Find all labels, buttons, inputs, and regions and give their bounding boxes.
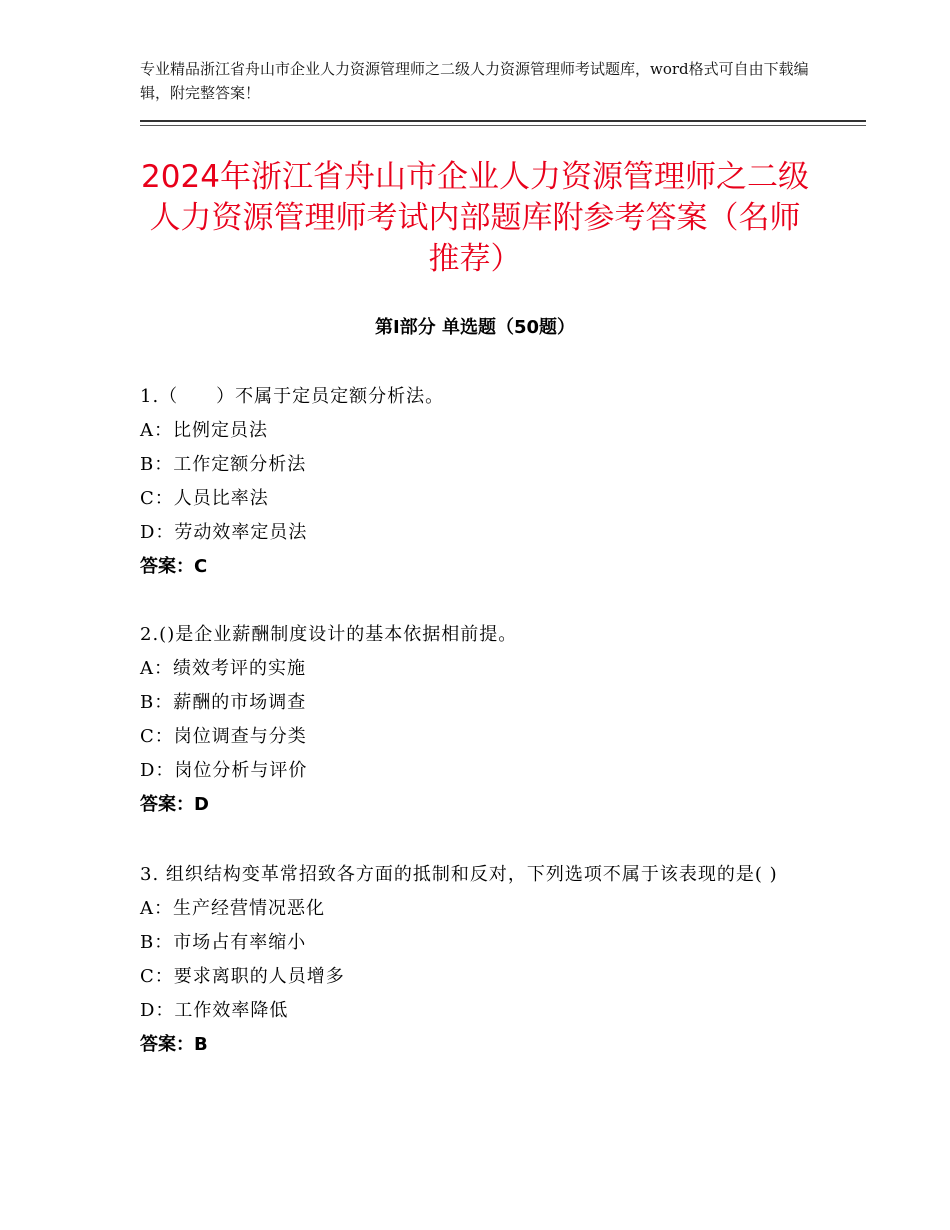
- answer-value: D: [194, 794, 209, 815]
- answer-value: C: [194, 556, 208, 577]
- answer-line: [140, 788, 820, 822]
- option-c: C：人员比率法: [140, 488, 269, 509]
- option-c: C：要求离职的人员增多: [140, 966, 345, 987]
- option-b: B：市场占有率缩小: [140, 932, 307, 953]
- option-b: B：工作定额分析法: [140, 454, 307, 475]
- answer-value: B: [194, 1034, 208, 1055]
- header-note: 专业精品浙江省舟山市企业人力资源管理师之二级人力资源管理师考试题库，word格式可自由下载编辑，附完整答案！: [140, 60, 809, 102]
- option-d: D：岗位分析与评价: [140, 760, 308, 781]
- question-stem: 1.（ ）不属于定员定额分析法。: [140, 386, 445, 407]
- answer-line: [140, 550, 820, 584]
- option-a: A：生产经营情况恶化: [140, 898, 325, 919]
- section-heading: 第Ⅰ部分 单选题（50题）: [374, 317, 575, 338]
- option-b: B：薪酬的市场调查: [140, 692, 307, 713]
- question-stem: 2.()是企业薪酬制度设计的基本依据相前提。: [140, 624, 518, 645]
- option-c: C：岗位调查与分类: [140, 726, 307, 747]
- question-1: [140, 380, 820, 584]
- document-title: 2024年浙江省舟山市企业人力资源管理师之二级人力资源管理师考试内部题库附参考答案（名师推荐）: [141, 159, 809, 277]
- question-2: [140, 618, 820, 822]
- option-a: A：绩效考评的实施: [140, 658, 306, 679]
- answer-label: 答案：: [140, 1034, 194, 1055]
- question-stem: 3. 组织结构变革常招致各方面的抵制和反对，下列选项不属于该表现的是( ): [140, 864, 778, 885]
- answer-line: [140, 1028, 820, 1062]
- header-rule-thin: [140, 125, 866, 126]
- question-3: [140, 858, 820, 1062]
- header-rule-thick: [140, 120, 866, 122]
- option-d: D：劳动效率定员法: [140, 522, 308, 543]
- answer-label: 答案：: [140, 556, 194, 577]
- option-d: D：工作效率降低: [140, 1000, 289, 1021]
- option-a: A：比例定员法: [140, 420, 268, 441]
- answer-label: 答案：: [140, 794, 194, 815]
